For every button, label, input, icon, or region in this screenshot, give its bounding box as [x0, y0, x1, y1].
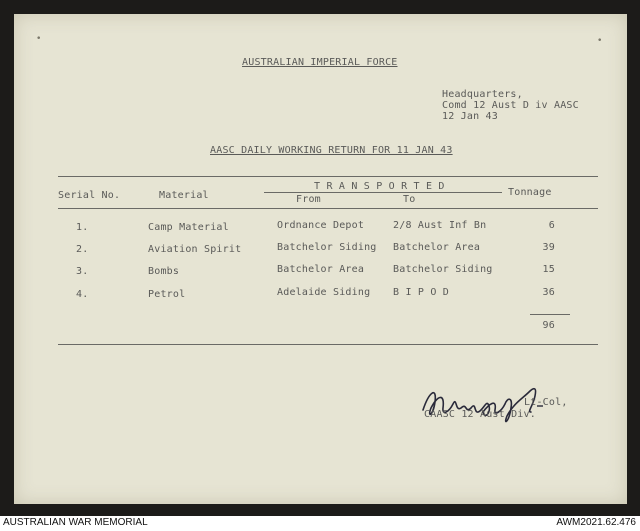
archive-reference: AWM2021.62.476	[556, 517, 636, 528]
header-material: Material	[159, 190, 209, 201]
address-line: Comd 12 Aust D iv AASC	[442, 100, 579, 111]
cell-serial: 3.	[76, 266, 89, 277]
header-serial: Serial No.	[58, 190, 121, 201]
cell-to: B I P O D	[393, 287, 449, 298]
cell-to: Batchelor Area	[393, 242, 481, 253]
document-page	[14, 14, 627, 504]
cell-material: Bombs	[148, 266, 180, 277]
cell-serial: 4.	[76, 289, 89, 300]
signature-rank: Lt-Col,	[524, 397, 568, 408]
archive-name: AUSTRALIAN WAR MEMORIAL	[3, 517, 148, 528]
address-line: 12 Jan 43	[442, 111, 498, 122]
total-tonnage: 96	[542, 320, 555, 331]
cell-material: Petrol	[148, 289, 186, 300]
cell-tonnage: 39	[542, 242, 555, 253]
cell-serial: 2.	[76, 244, 89, 255]
cell-from: Adelaide Siding	[277, 287, 371, 298]
cell-serial: 1.	[76, 222, 89, 233]
header-from: From	[296, 194, 321, 205]
punch-mark: •	[36, 34, 42, 44]
punch-mark: •	[597, 36, 603, 46]
cell-to: 2/8 Aust Inf Bn	[393, 220, 487, 231]
cell-to: Batchelor Siding	[393, 264, 493, 275]
cell-tonnage: 6	[548, 220, 555, 231]
cell-material: Aviation Spirit	[148, 244, 242, 255]
cell-from: Batchelor Siding	[277, 242, 377, 253]
header-tonnage: Tonnage	[508, 187, 552, 198]
document-heading: AUSTRALIAN IMPERIAL FORCE	[242, 57, 398, 68]
header-transported: T R A N S P O R T E D	[314, 181, 445, 192]
cell-from: Batchelor Area	[277, 264, 365, 275]
document-title: AASC DAILY WORKING RETURN FOR 11 JAN 43	[210, 145, 453, 156]
address-line: Headquarters,	[442, 89, 523, 100]
header-to: To	[403, 194, 416, 205]
transported-rule	[264, 192, 502, 193]
table-top-rule	[58, 176, 598, 177]
header-bottom-rule	[58, 208, 598, 209]
archive-footer	[0, 516, 640, 531]
cell-from: Ordnance Depot	[277, 220, 365, 231]
table-bottom-rule	[58, 344, 598, 345]
cell-tonnage: 15	[542, 264, 555, 275]
cell-material: Camp Material	[148, 222, 229, 233]
total-rule	[530, 314, 570, 315]
cell-tonnage: 36	[542, 287, 555, 298]
signature-unit: CAASC 12 Aust Div.	[424, 409, 536, 420]
